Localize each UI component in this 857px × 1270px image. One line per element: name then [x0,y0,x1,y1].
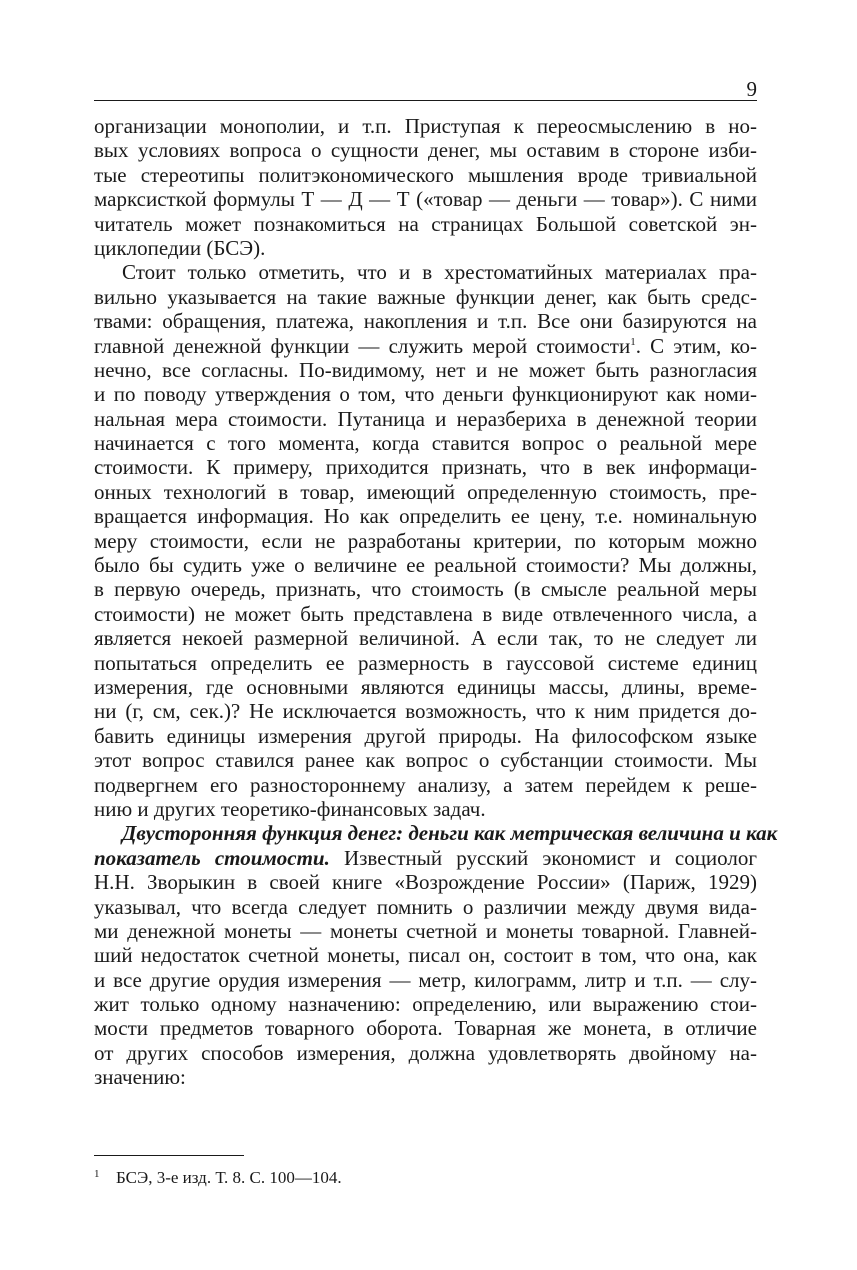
paragraph-1 [94,114,757,260]
text-line: было бы судить уже о величине ее реальной стоимости? Мы должны, [94,553,757,578]
paragraph-3 [94,821,778,1090]
text-line-with-footnote [94,334,757,358]
text-line: онных технологий в товар, имеющий определенную стоимость, пре- [94,479,757,504]
text-line: нию и других теоретико-финансовых задач. [94,796,486,821]
footnote-rule [94,1155,244,1156]
header-rule [94,100,757,101]
text-run: главной денежной функции — служить мерой стоимости [94,333,631,358]
text-line: бавить единицы измерения другой природы. На философском языке [94,723,757,748]
text-line-with-heading [94,846,757,870]
text-line: стоимости) не может быть представлена в виде отвлеченного числа, а [94,601,757,626]
text-run: Известный русский экономист и социолог [329,845,757,870]
text-line: значению: [94,1065,186,1090]
text-line: тые стереотипы политэкономического мышления вроде тривиальной [94,162,757,187]
text-line: измерения, где основными являются единицы массы, длины, време- [94,674,757,699]
text-line: марксисткой формулы Т — Д — Т («товар — деньги — товар»). С ними [94,187,757,212]
page-number: 9 [746,77,757,101]
text-line: указывал, что всегда следует помнить о различии между двумя вида- [94,894,757,919]
text-line: стоимости. К примеру, приходится признать, что в век информаци- [94,455,757,480]
footnote-text: БСЭ, 3-е изд. Т. 8. С. 100—104. [116,1168,342,1187]
text-line: вильно указывается на такие важные функции денег, как быть средс- [94,284,757,309]
text-line: и по поводу утверждения о том, что деньги функционируют как номи- [94,382,757,407]
text-line: организации монополии, и т.п. Приступая к переосмыслению в но- [94,114,757,138]
text-line: попытаться определить ее размерность в гауссовой системе единиц [94,650,757,675]
text-line: ший недостаток счетной монеты, писал он, состоит в том, что она, как [94,943,757,968]
text-line: циклопедии (БСЭ). [94,235,266,260]
text-line: вых условиях вопроса о сущности денег, мы оставим в стороне изби- [94,138,757,163]
text-run: . С этим, ко- [635,333,757,358]
paragraph-2 [94,260,757,821]
footnote [94,1164,757,1188]
text-line: Н.Н. Зворыкин в своей книге «Возрождение России» (Париж, 1929) [94,870,757,895]
text-line: нечно, все согласны. По-видимому, нет и не может быть разногласия [94,357,757,382]
text-line: и все другие орудия измерения — метр, килограмм, литр и т.п. — слу- [94,967,757,992]
section-heading-line: Двусторонняя функция денег: деньги как метрическая величина и как [122,821,778,846]
text-line: Стоит только отметить, что и в хрестоматийных материалах пра- [122,260,757,285]
text-line: меру стоимости, если не разработаны критерии, по которым можно [94,528,757,553]
text-line: является некоей размерной величиной. А если так, то не следует ли [94,626,757,651]
body-text [94,114,778,1090]
text-line: начинается с того момента, когда ставится вопрос о реальной мере [94,431,757,456]
text-line: твами: обращения, платежа, накопления и т.п. Все они базируются на [94,309,757,334]
text-line: ми денежной монеты — монеты счетной и монеты товарной. Главней- [94,918,757,943]
text-line: вращается информация. Но как определить ее цену, т.е. номинальную [94,504,757,529]
text-line: читатель может познакомиться на страницах Большой советской эн- [94,211,757,236]
text-line: нальная мера стоимости. Путаница и неразбериха в денежной теории [94,406,757,431]
text-line: ни (г, см, сек.)? Не исключается возможность, что к ним придется до- [94,699,757,724]
footnote-reference[interactable]: 1 [630,335,636,348]
text-line: от других способов измерения, должна удовлетворять двойному на- [94,1040,757,1065]
footnote-mark: 1 [94,1168,100,1180]
section-heading: показатель стоимости. [94,845,330,870]
text-line: подвергнем его разностороннему анализу, а затем перейдем к реше- [94,772,757,797]
text-line: мости предметов товарного оборота. Товарная же монета, в отличие [94,1016,757,1041]
text-line: этот вопрос ставился ранее как вопрос о субстанции стоимости. Мы [94,748,757,773]
text-line: жит только одному назначению: определению, или выражению стои- [94,992,757,1017]
text-line: в первую очередь, признать, что стоимость (в смысле реальной меры [94,577,757,602]
